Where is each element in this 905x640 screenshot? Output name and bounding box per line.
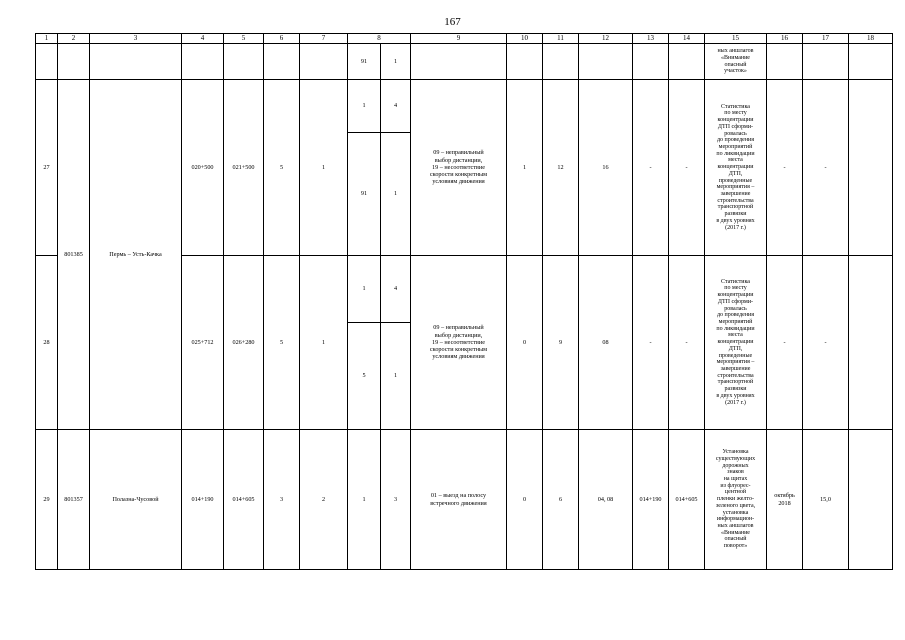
header-cell-7: 7 — [300, 34, 348, 44]
cell-empty — [633, 44, 669, 80]
header-cell-12: 12 — [579, 34, 633, 44]
cell-measures: ных аншлагов «Внимание опасный участок» — [705, 44, 767, 80]
cell-col8a: 1 — [348, 80, 381, 133]
km-start: 020+500 — [182, 80, 224, 256]
cell-col17: - — [803, 80, 849, 256]
header-cell-17: 17 — [803, 34, 849, 44]
cell-col8a: 91 — [348, 133, 381, 256]
cell-empty — [90, 44, 182, 80]
cell-col14: - — [669, 80, 705, 256]
accident-causes: 09 – неправильный выбор дистанции, 19 – несоответствие скорости конкретным условиям движения — [411, 256, 507, 430]
cell-empty — [182, 44, 224, 80]
cell-col8b: 1 — [381, 323, 411, 430]
accident-causes: 01 – выезд на полосу встречного движения — [411, 430, 507, 570]
cell-empty — [767, 44, 803, 80]
table-row-continuation — [36, 44, 893, 80]
cell-empty — [543, 44, 579, 80]
cell-empty — [669, 44, 705, 80]
page-number: 167 — [444, 16, 461, 28]
cell-col7: 2 — [300, 430, 348, 570]
cell-measures: Установка существующих дорожных знаков на щитах из флуорес- центной пленки желто- зеленого цвета, установка информацион- ных аншлагов «Внимание опасный поворот» — [705, 430, 767, 570]
road-name: Полазна-Чусовой — [90, 430, 182, 570]
cell-col11: 9 — [543, 256, 579, 430]
header-cell-10: 10 — [507, 34, 543, 44]
accident-concentration-table — [35, 33, 893, 570]
cell-col7: 1 — [300, 80, 348, 256]
header-cell-13: 13 — [633, 34, 669, 44]
km-end: 026+280 — [224, 256, 264, 430]
header-cell-18: 18 — [849, 34, 893, 44]
road-code: 801357 — [58, 430, 90, 570]
cell-col11: 6 — [543, 430, 579, 570]
road-name: Пермь – Усть-Качка — [90, 80, 182, 430]
cell-col8b: 3 — [381, 430, 411, 570]
cell-col16: октябрь 2018 — [767, 430, 803, 570]
cell-col11: 12 — [543, 80, 579, 256]
cell-col12: 16 — [579, 80, 633, 256]
header-cell-2: 2 — [58, 34, 90, 44]
accident-causes: 09 – неправильный выбор дистанции, 19 – несоответствие скорости конкретным условиям движения — [411, 80, 507, 256]
cell-col13: - — [633, 256, 669, 430]
km-start: 014+190 — [182, 430, 224, 570]
cell-col10: 1 — [507, 80, 543, 256]
cell-col8b: 1 — [381, 133, 411, 256]
header-cell-4: 4 — [182, 34, 224, 44]
cell-col7: 1 — [300, 256, 348, 430]
cell-col18 — [849, 430, 893, 570]
cell-col14: - — [669, 256, 705, 430]
cell-col8a: 91 — [348, 44, 381, 80]
cell-col6: 5 — [264, 80, 300, 256]
cell-col17: - — [803, 256, 849, 430]
cell-col16: - — [767, 80, 803, 256]
cell-col17: 15,0 — [803, 430, 849, 570]
table-row-29 — [36, 430, 893, 570]
header-cell-1: 1 — [36, 34, 58, 44]
header-cell-11: 11 — [543, 34, 579, 44]
header-cell-8: 8 — [348, 34, 411, 44]
header-cell-3: 3 — [90, 34, 182, 44]
cell-measures: Статистика по месту концентрации ДТП сформи- ровалась до проведения мероприятий по ликвидации места концентрации ДТП, проведенные мероприятия – завершение строительства транспортной развязки в двух уровнях (2017 г.) — [705, 80, 767, 256]
cell-col8a: 1 — [348, 430, 381, 570]
km-start: 025+712 — [182, 256, 224, 430]
cell-empty — [36, 44, 58, 80]
cell-col6: 3 — [264, 430, 300, 570]
km-end: 014+605 — [224, 430, 264, 570]
cell-col8b: 1 — [381, 44, 411, 80]
cell-empty — [300, 44, 348, 80]
cell-col8a: 1 — [348, 256, 381, 323]
cell-measures: Статистика по месту концентрации ДТП сформи- ровалась до проведения мероприятий по ликвидации места концентрации ДТП, проведенные мероприятия – завершение строительства транспортной развязки в двух уровнях (2017 г.) — [705, 256, 767, 430]
header-cell-9: 9 — [411, 34, 507, 44]
header-cell-5: 5 — [224, 34, 264, 44]
cell-col6: 5 — [264, 256, 300, 430]
cell-empty — [803, 44, 849, 80]
cell-empty — [264, 44, 300, 80]
cell-empty — [849, 44, 893, 80]
cell-col13: - — [633, 80, 669, 256]
cell-col18 — [849, 256, 893, 430]
cell-empty — [58, 44, 90, 80]
header-cell-15: 15 — [705, 34, 767, 44]
cell-col13: 014+190 — [633, 430, 669, 570]
cell-col12: 08 — [579, 256, 633, 430]
cell-col16: - — [767, 256, 803, 430]
cell-empty — [579, 44, 633, 80]
cell-col12: 04, 08 — [579, 430, 633, 570]
cell-col8a: 5 — [348, 323, 381, 430]
header-cell-14: 14 — [669, 34, 705, 44]
cell-col10: 0 — [507, 430, 543, 570]
header-cell-6: 6 — [264, 34, 300, 44]
cell-col10: 0 — [507, 256, 543, 430]
row-number: 29 — [36, 430, 58, 570]
row-number: 27 — [36, 80, 58, 256]
header-row — [36, 34, 893, 44]
header-cell-16: 16 — [767, 34, 803, 44]
table-row-27 — [36, 80, 893, 133]
cell-col8b: 4 — [381, 256, 411, 323]
cell-col18 — [849, 80, 893, 256]
cell-empty — [224, 44, 264, 80]
cell-col8b: 4 — [381, 80, 411, 133]
cell-col14: 014+605 — [669, 430, 705, 570]
row-number: 28 — [36, 256, 58, 430]
km-end: 021+500 — [224, 80, 264, 256]
road-code: 801385 — [58, 80, 90, 430]
cell-empty — [507, 44, 543, 80]
cell-empty — [411, 44, 507, 80]
